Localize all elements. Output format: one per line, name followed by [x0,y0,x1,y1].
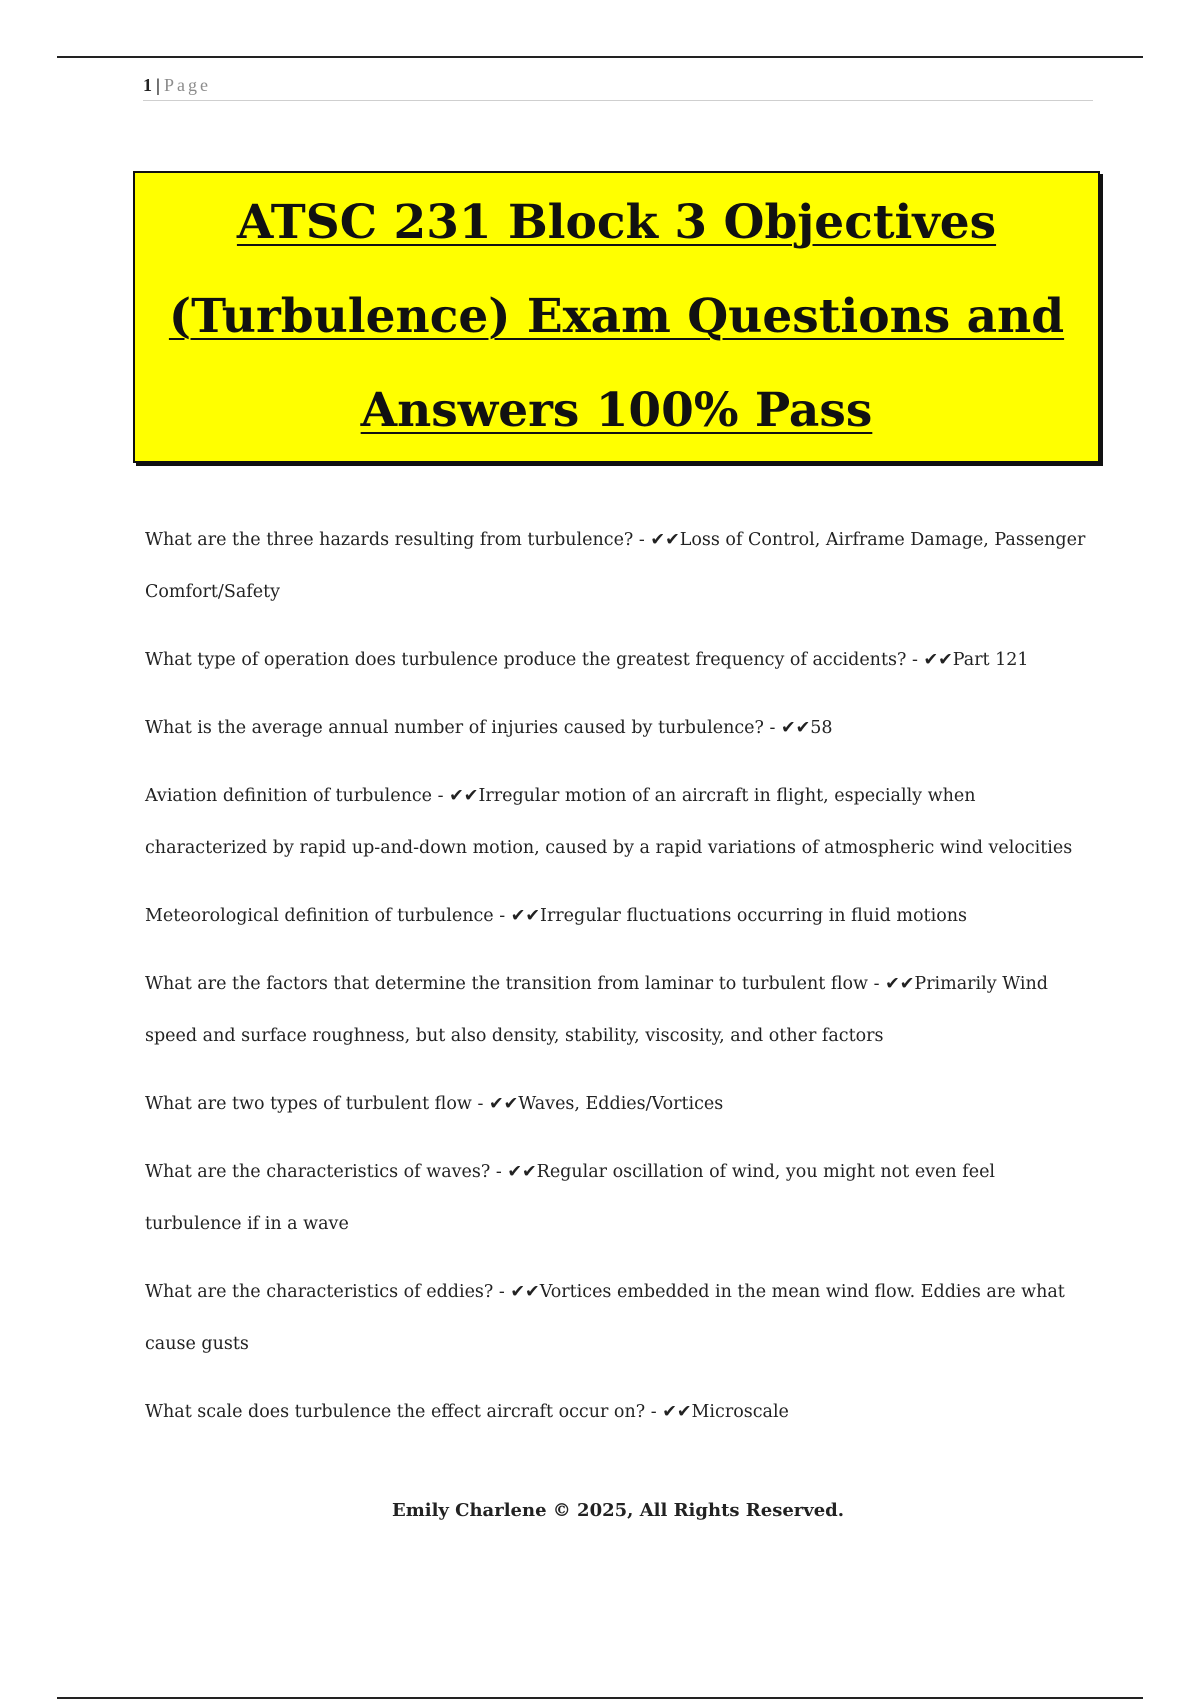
double-checkmark-icon: ✔✔ [488,1094,519,1114]
dash: - [769,718,776,738]
dash: - [437,786,444,806]
qa-item [145,1266,1095,1370]
question-text: What are two types of turbulent flow [145,1094,472,1114]
question-text: What are the characteristics of eddies? [145,1282,494,1302]
question-text: Meteorological definition of turbulence [145,906,494,926]
double-checkmark-icon: ✔✔ [507,1162,537,1182]
dash: - [477,1094,484,1114]
page-header [143,74,1093,101]
question-text: What is the average annual number of injuries caused by turbulence? [145,718,764,738]
qa-item [145,634,1095,686]
title-box [133,171,1100,463]
answer-text: 58 [810,718,833,738]
double-checkmark-icon: ✔✔ [510,906,541,926]
answer-text: Vortices embedded in the mean wind flow. Eddies are what cause gusts [145,1282,1065,1354]
qa-item [145,702,1095,754]
question-text: Aviation definition of turbulence [145,786,433,806]
question-text: What are the factors that determine the transition from laminar to turbulent flow [145,974,869,994]
qa-item [145,958,1095,1062]
footer-copyright: Emily Charlene © 2025, All Rights Reserved. [391,1500,845,1521]
double-checkmark-icon: ✔✔ [780,718,811,738]
bottom-rule [57,1697,1143,1699]
qa-item [145,1078,1095,1130]
qa-item [145,1146,1095,1250]
question-text: What scale does turbulence the effect aircraft occur on? [145,1402,646,1422]
double-checkmark-icon: ✔✔ [510,1282,540,1302]
answer-text: Loss of Control, Airframe Damage, Passenger Comfort/Safety [145,530,1086,602]
top-rule [57,56,1143,58]
title-line-2: (Turbulence) Exam Questions and [168,289,1065,344]
question-text: What are the characteristics of waves? [145,1162,491,1182]
double-checkmark-icon: ✔✔ [662,1402,692,1422]
answer-text: Primarily Wind speed and surface roughness, but also density, stability, viscosity, and other factors [145,974,1048,1046]
double-checkmark-icon: ✔✔ [449,786,479,806]
answer-text: Part 121 [952,650,1029,670]
answer-text: Irregular fluctuations occurring in fluid motions [540,906,967,926]
answer-text: Waves, Eddies/Vortices [518,1094,724,1114]
qa-item [145,770,1095,874]
double-checkmark-icon: ✔✔ [650,530,680,550]
answer-text: Regular oscillation of wind, you might not even feel turbulence if in a wave [145,1162,996,1234]
answer-text: Microscale [691,1402,789,1422]
dash: - [638,530,645,550]
double-checkmark-icon: ✔✔ [885,974,915,994]
qa-item [145,1386,1095,1438]
qa-item [145,514,1095,618]
dash: - [873,974,880,994]
dash: - [499,906,506,926]
page-label: Page [163,75,211,95]
dash: - [498,1282,505,1302]
double-checkmark-icon: ✔✔ [923,650,953,670]
question-text: What are the three hazards resulting from turbulence? [145,530,634,550]
dash: - [495,1162,502,1182]
answer-text: Irregular motion of an aircraft in flight, especially when characterized by rapid up-and-down motion, caused by a rapid variations of atmospheric wind velocities [145,786,1073,858]
title-line-3: Answers 100% Pass [360,383,873,438]
page-separator: | [156,75,160,95]
page-number: 1 [143,75,152,95]
dash: - [650,1402,657,1422]
dash: - [911,650,918,670]
title-line-1: ATSC 231 Block 3 Objectives [236,195,997,250]
question-text: What type of operation does turbulence produce the greatest frequency of accidents? [145,650,907,670]
qa-list [145,514,1095,1454]
qa-item [145,890,1095,942]
